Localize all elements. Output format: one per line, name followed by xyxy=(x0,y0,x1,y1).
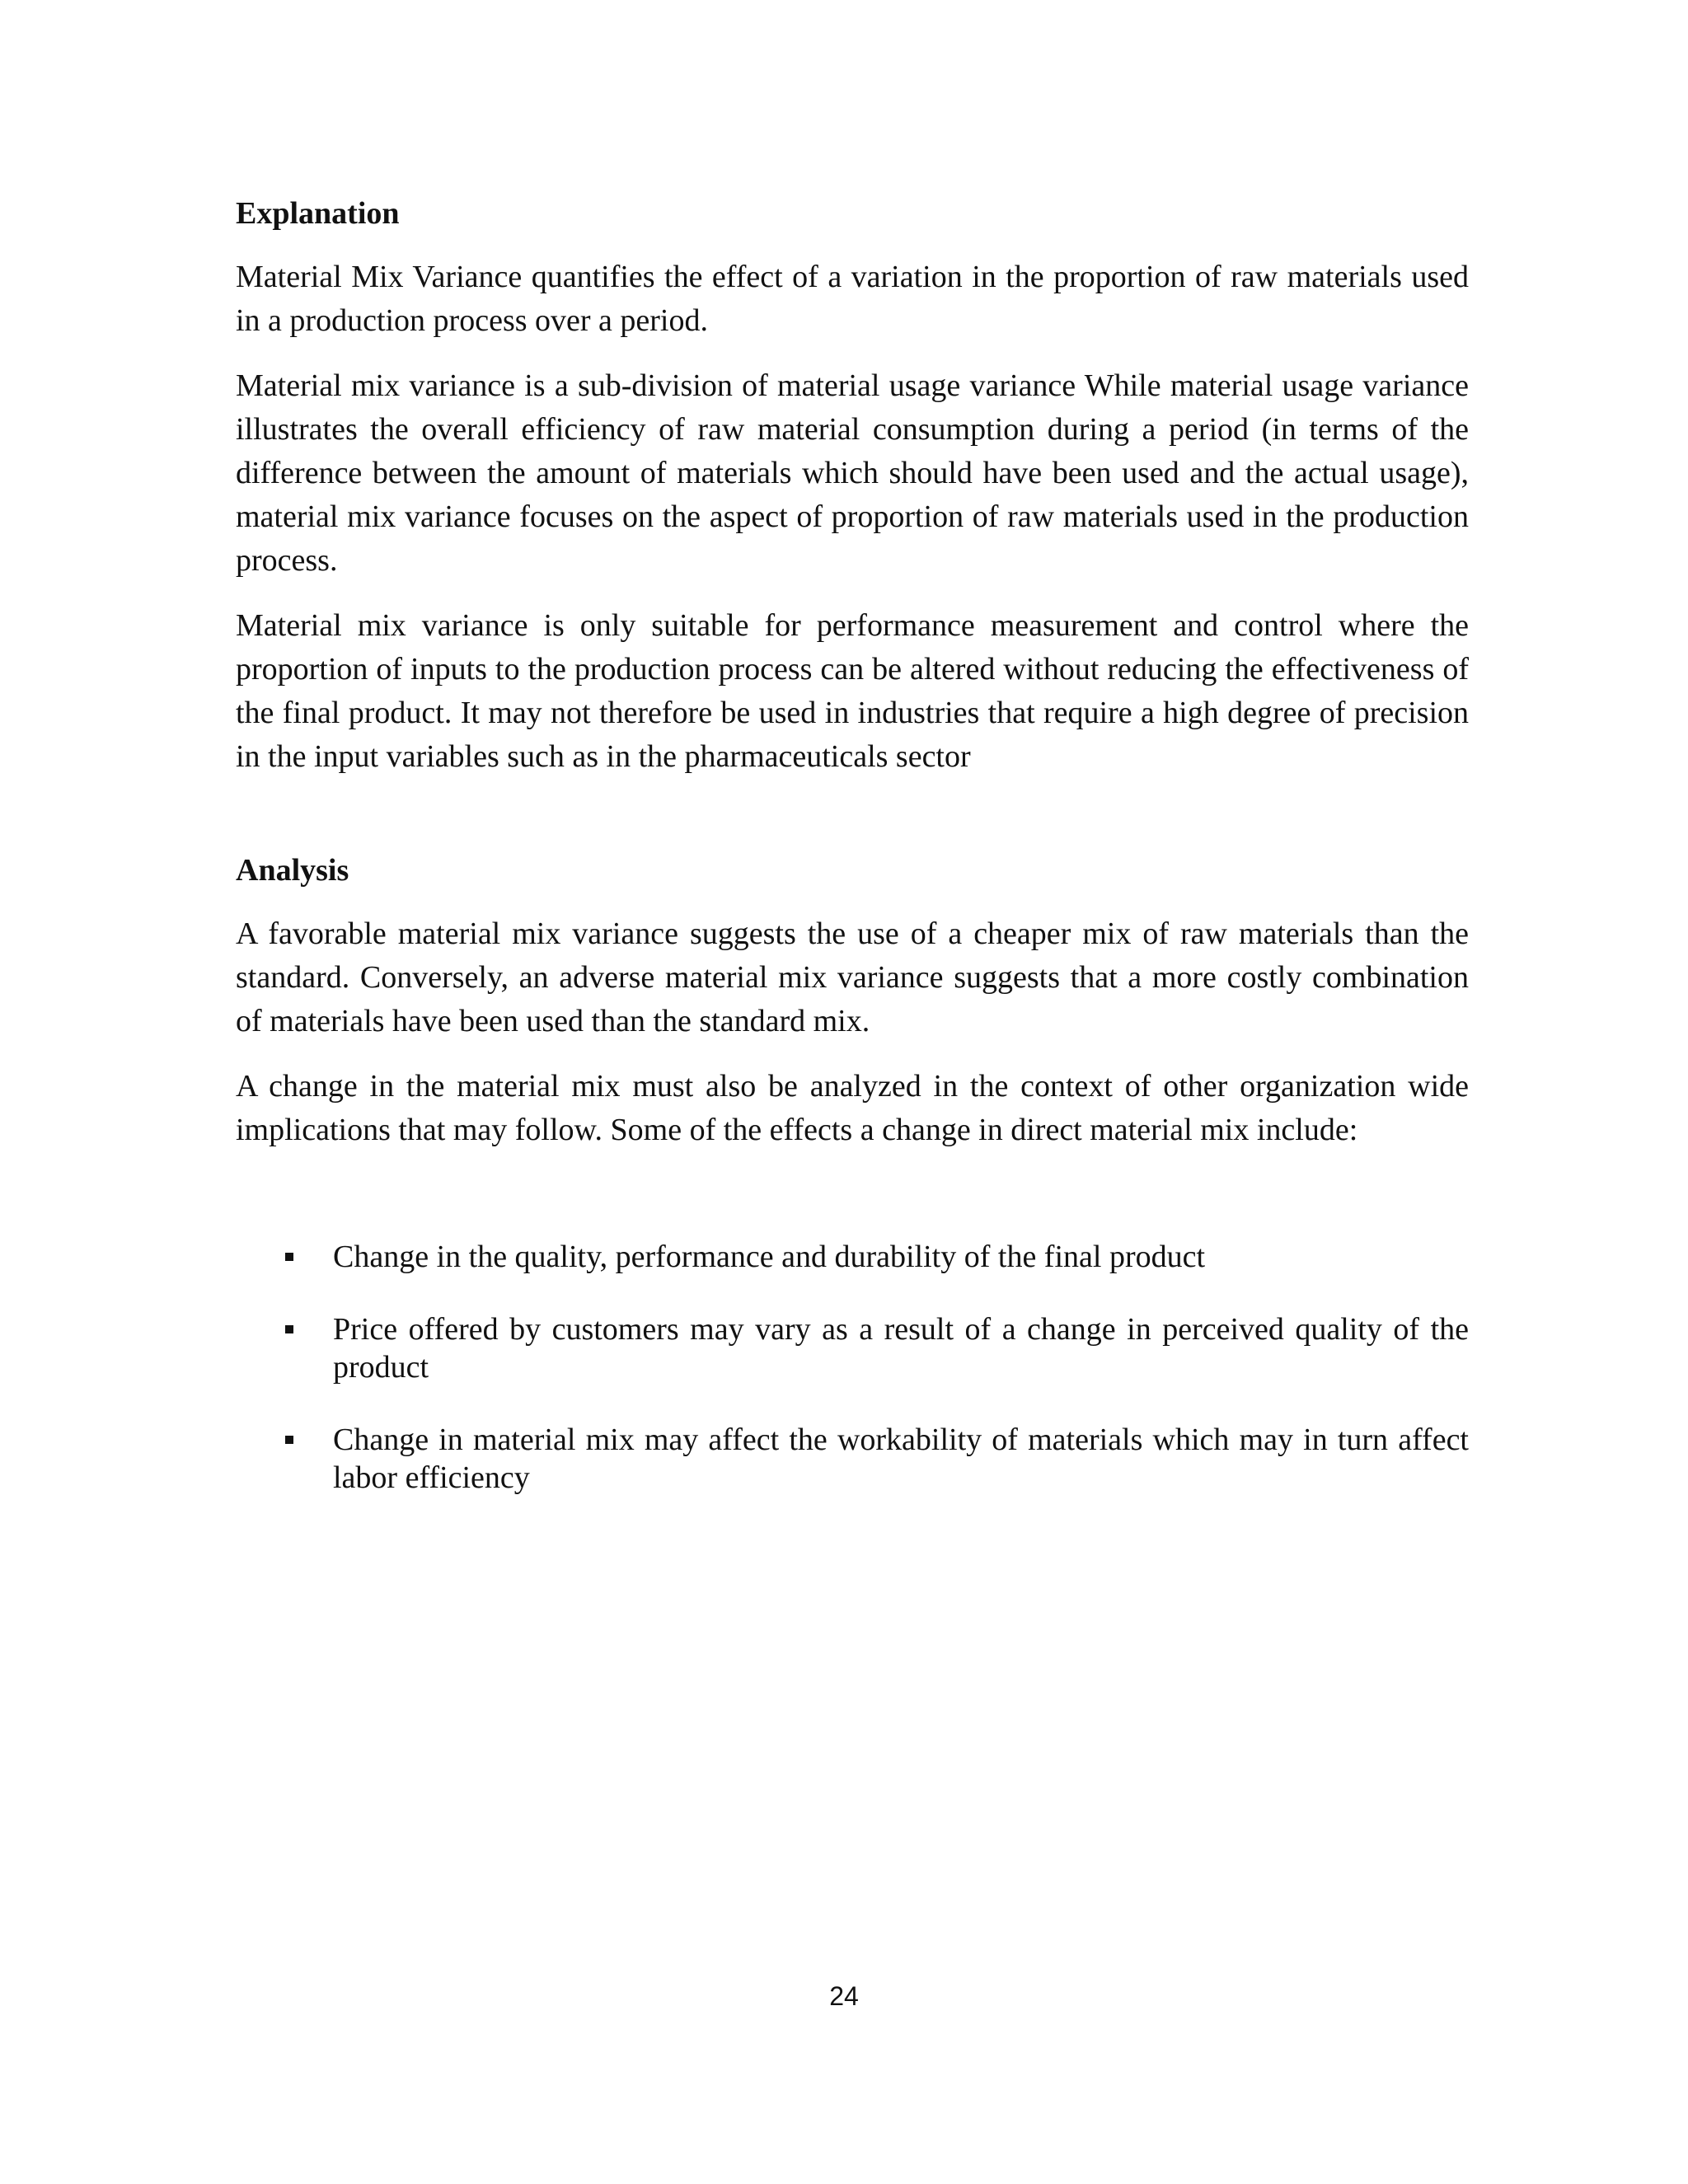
list-item-text: Change in material mix may affect the workability of materials which may in turn affect labor efficiency xyxy=(333,1422,1469,1495)
analysis-paragraph-1: A favorable material mix variance suggests the use of a cheaper mix of raw materials than the standard. Conversely, an adverse material mix variance suggests that a more costly combination of materials have been used than the standard mix. xyxy=(236,916,1469,1038)
explanation-heading: Explanation xyxy=(236,196,400,231)
page-number: 24 xyxy=(829,1981,859,2011)
square-bullet-icon xyxy=(285,1436,293,1444)
list-item xyxy=(236,1421,1469,1497)
explanation-paragraph-2: Material mix variance is a sub-division of material usage variance While material usage variance illustrates the overall efficiency of raw material consumption during a period (in terms of the difference between the amount of materials which should have been used and the actual usage), material mix variance focuses on the aspect of proportion of raw materials used in the production process. xyxy=(236,368,1469,578)
list-item xyxy=(236,1310,1469,1386)
analysis-heading: Analysis xyxy=(236,853,349,888)
explanation-paragraph-3: Material mix variance is only suitable for performance measurement and control where the proportion of inputs to the production process can be altered without reducing the effectiveness of the final product. It may not therefore be used in industries that require a high degree of precision in the input variables such as in the pharmaceuticals sector xyxy=(236,608,1469,774)
list-item xyxy=(236,1238,1469,1276)
list-item-text: Change in the quality, performance and durability of the final product xyxy=(333,1240,1206,1274)
effects-list xyxy=(236,1238,1469,1497)
analysis-paragraph-2: A change in the material mix must also be analyzed in the context of other organization wide implications that may follow. Some of the effects a change in direct material mix include: xyxy=(236,1069,1469,1147)
page-content xyxy=(236,191,1469,1531)
explanation-paragraph-1: Material Mix Variance quantifies the effect of a variation in the proportion of raw materials used in a production process over a period. xyxy=(236,260,1469,338)
list-item-text: Price offered by customers may vary as a result of a change in perceived quality of the product xyxy=(333,1312,1469,1385)
square-bullet-icon xyxy=(285,1253,293,1261)
square-bullet-icon xyxy=(285,1325,293,1333)
